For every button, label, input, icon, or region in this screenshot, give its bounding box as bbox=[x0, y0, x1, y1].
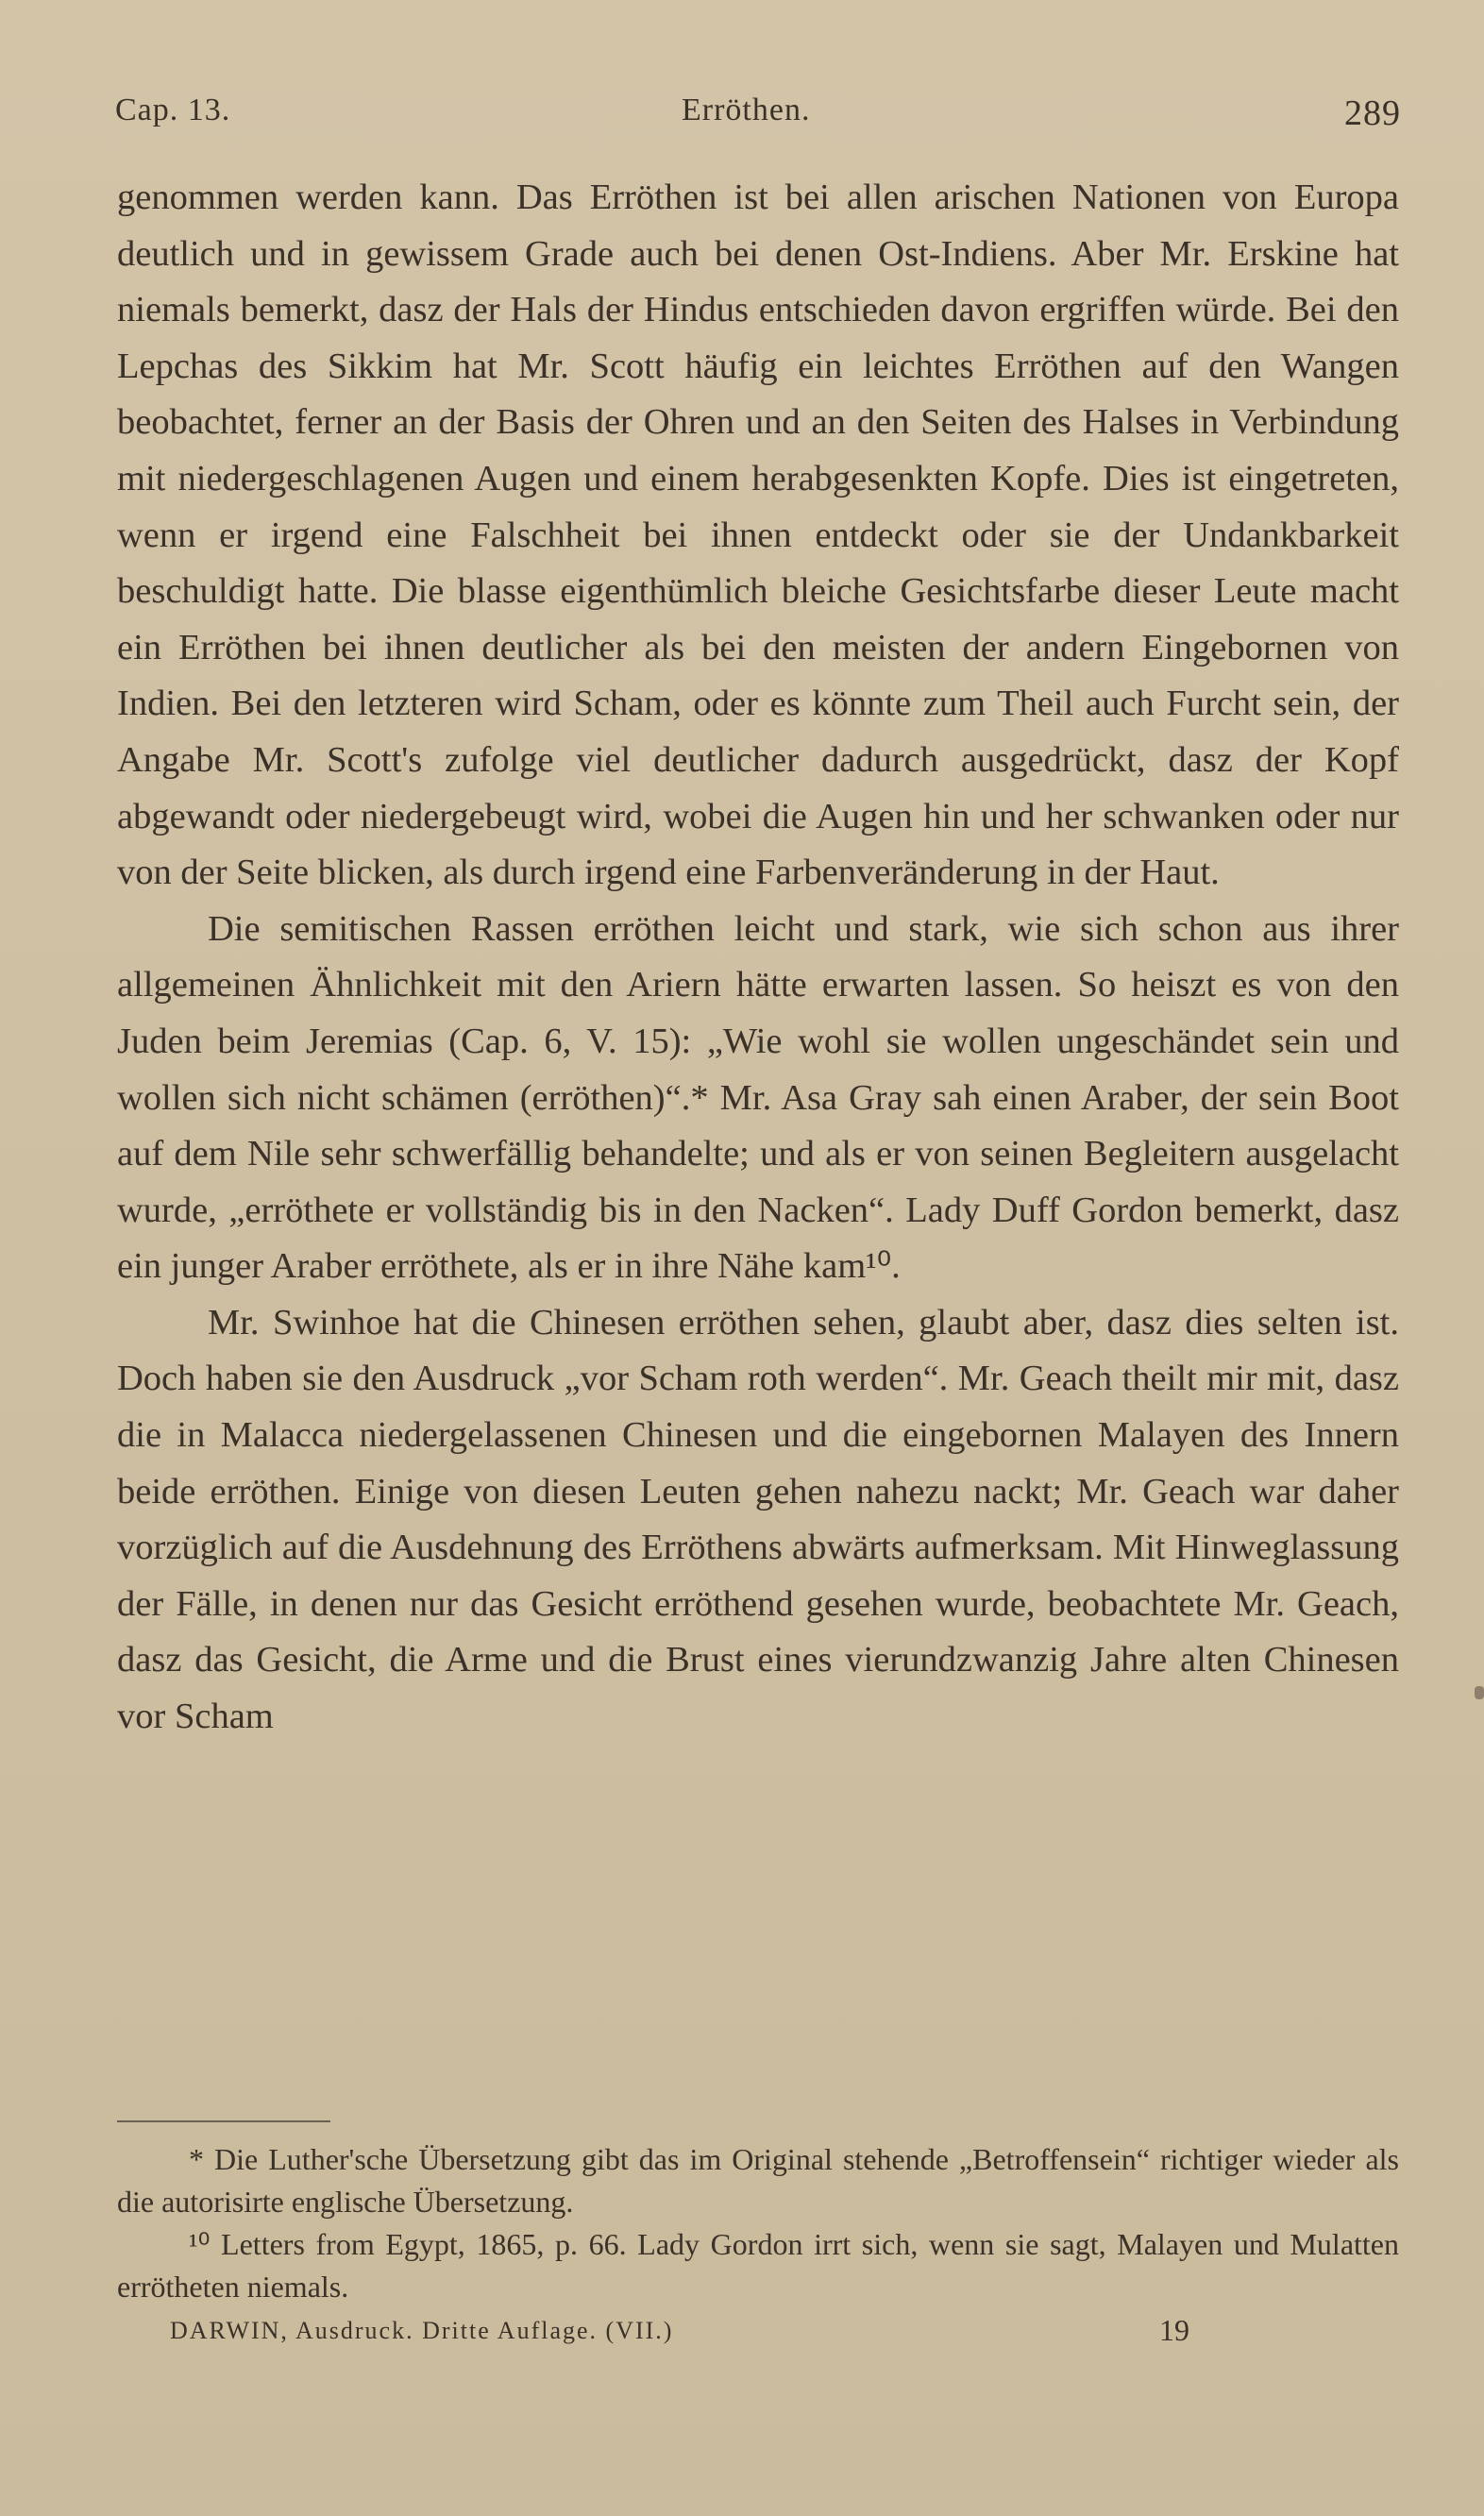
paper-spot bbox=[1475, 1686, 1484, 1699]
footnote-rule bbox=[117, 2120, 330, 2122]
sheet-number: 19 bbox=[1159, 2313, 1189, 2347]
page-number: 289 bbox=[1344, 93, 1401, 133]
paragraph-3: Mr. Swinhoe hat die Chinesen erröthen sehen, glaubt aber, dasz dies selten ist. Doch haben sie den Ausdruck „vor Scham roth werden“. Mr. Geach theilt mir mit, dasz die in Malacca niedergelassenen Chinesen und die eingebornen Malayen des Innern beide erröthen. Einige von diesen Leuten gehen nahezu nackt; Mr. Geach war daher vorzüglich auf die Ausdehnung des Erröthens abwärts aufmerksam. Mit Hinweglassung der Fälle, in denen nur das Gesicht erröthend gesehen wurde, beobachtete Mr. Geach, dasz das Gesicht, die Arme und die Brust eines vierundzwanzig Jahre alten Chinesen vor Scham bbox=[117, 1302, 1399, 1737]
running-header bbox=[115, 93, 1401, 140]
printer-signature: DARWIN, Ausdruck. Dritte Auflage. (VII.) bbox=[170, 2317, 674, 2344]
paragraph-2: Die semitischen Rassen erröthen leicht und stark, wie sich schon aus ihrer allgemeinen Ähnlichkeit mit den Ariern hätte erwarten lassen. So heiszt es von den Juden beim Jeremias (Cap. 6, V. 15): „Wie wohl sie wollen ungeschändet sein und wollen sich nicht schämen (erröthen)“.* Mr. Asa Gray sah einen Araber, der sein Boot auf dem Nile sehr schwerfällig behandelte; und als er von seinen Begleitern ausgelacht wurde, „erröthete er vollständig bis in den Nacken“. Lady Duff Gordon bemerkt, dasz ein junger Araber erröthete, als er in ihre Nähe kam¹⁰. bbox=[117, 908, 1399, 1287]
body-text bbox=[117, 170, 1399, 1746]
paragraph-1: genommen werden kann. Das Erröthen ist bei allen arischen Nationen von Europa deutlich und in gewissem Grade auch bei denen Ost-Indiens. Aber Mr. Erskine hat niemals bemerkt, dasz der Hals der Hindus entschieden davon ergriffen würde. Bei den Lepchas des Sikkim hat Mr. Scott häufig ein leichtes Erröthen auf den Wangen beobachtet, ferner an der Basis der Ohren und an den Seiten des Halses in Verbindung mit niedergeschlagenen Augen und einem herabgesenkten Kopfe. Dies ist eingetreten, wenn er irgend eine Falschheit bei ihnen entdeckt oder sie der Undankbarkeit beschuldigt hatte. Die blasse eigenthümlich bleiche Gesichtsfarbe dieser Leute macht ein Erröthen bei ihnen deutlicher als bei den meisten der andern Eingebornen von Indien. Bei den letzteren wird Scham, oder es könnte zum Theil auch Furcht sein, der Angabe Mr. Scott's zufolge viel deutlicher dadurch ausgedrückt, dasz der Kopf abgewandt oder niedergebeugt wird, wobei die Augen hin und her schwanken oder nur von der Seite blicken, als durch irgend eine Farbenveränderung in der Haut. bbox=[117, 177, 1399, 893]
footnote-star: * Die Luther'sche Übersetzung gibt das im Original stehende „Betroffensein“ richtiger wieder als die autorisirte englische Übersetzung. bbox=[117, 2142, 1399, 2219]
chapter-label: Cap. 13. bbox=[115, 93, 231, 127]
footnotes bbox=[117, 2138, 1399, 2308]
running-title: Erröthen. bbox=[682, 93, 811, 127]
footnote-10: ¹⁰ Letters from Egypt, 1865, p. 66. Lady Gordon irrt sich, wenn sie sagt, Malayen und Mulatten errötheten niemals. bbox=[117, 2227, 1399, 2304]
